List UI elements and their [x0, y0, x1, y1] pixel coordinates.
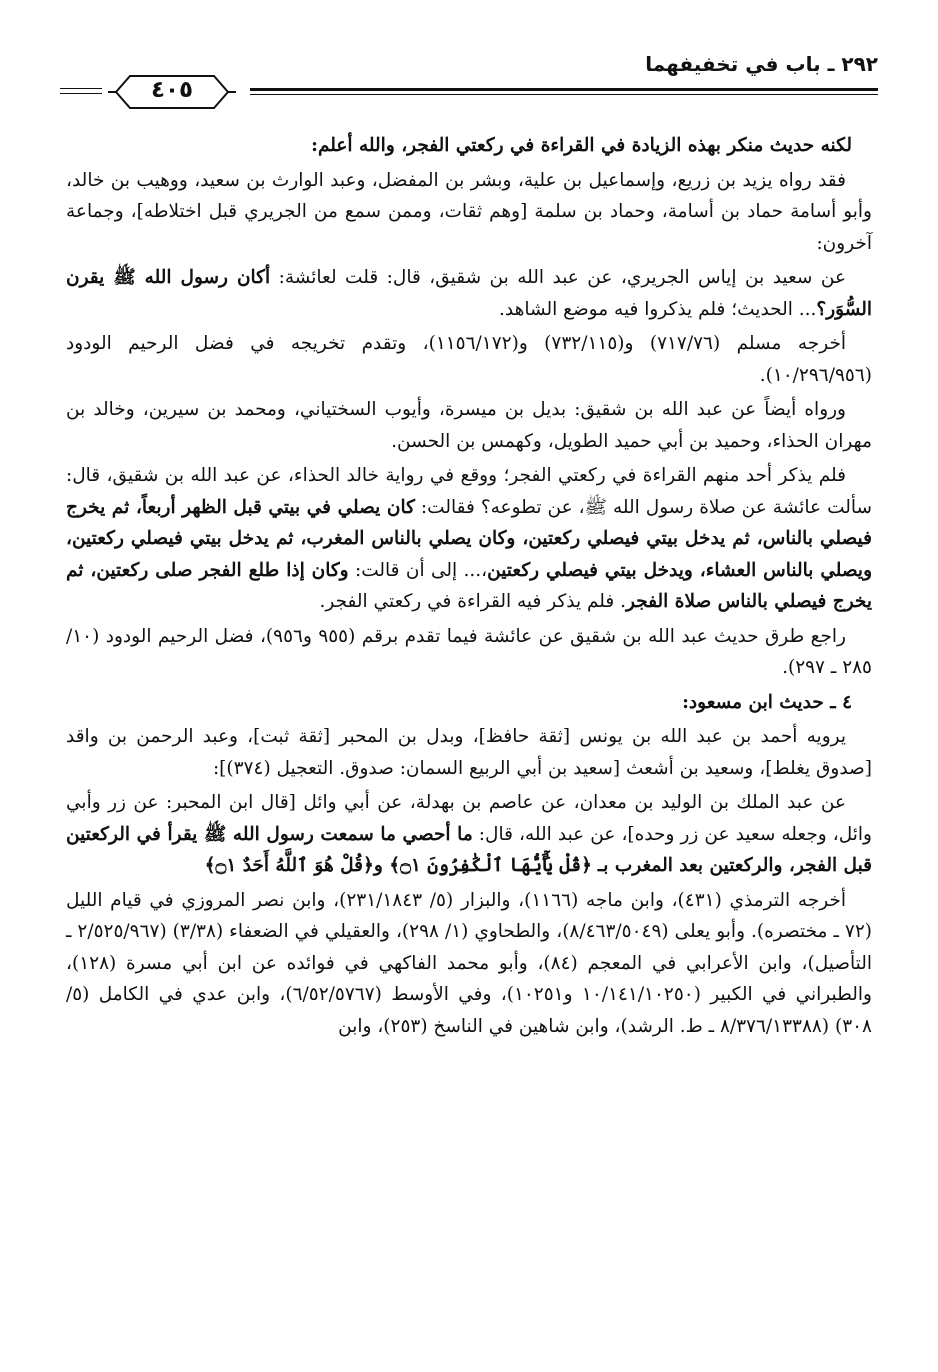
left-rule [60, 88, 102, 89]
text-run: . فلم يذكر فيه القراءة في ركعتي الفجر. [319, 591, 627, 612]
header-rule [250, 88, 878, 91]
hadith-text: أكان رسول الله ﷺ يقرن السُّوَر؟ [66, 267, 872, 320]
page-number: ٤٠٥ [150, 77, 194, 103]
hadith-text: وكان إذا طلع الفجر صلى ركعتين، ثم يخرج فيصلي بالناس صلاة الفجر [66, 559, 872, 612]
paragraph: ورواه أيضاً عن عبد الله بن شقيق: بديل بن ميسرة، وأيوب السختياني، ومحمد بن سيرين، وخالد بن مهران الحذاء، وحميد بن أبي حميد الطويل، وكهمس بن الحسن. [66, 399, 872, 452]
paragraph: راجع طرق حديث عبد الله بن شقيق عن عائشة فيما تقدم برقم (٩٥٥ و٩٥٦)، فضل الرحيم الودود (١٠/ ٢٨٥ ـ ٢٩٧). [66, 625, 872, 678]
quran-verse: ﴿قُلْ يَٰٓأَيُّهَا ٱلْكَٰفِرُونَ ۝١﴾ [389, 855, 592, 876]
paragraph: لكنه حديث منكر بهذه الزيادة في القراءة في ركعتي الفجر، والله أعلم: [311, 135, 852, 156]
section-heading: ٤ ـ حديث ابن مسعود: [682, 691, 852, 713]
header-rule-thin [250, 94, 878, 95]
text-run: عن عبد الملك بن الوليد بن معدان، عن عاصم بن بهدلة، عن أبي وائل [قال ابن المحبر: عن زر وأبي وائل، وجعله سعيد عن زر وحده]، عن عبد الله، قال: [66, 792, 872, 845]
left-rule-thin [60, 93, 102, 94]
chapter-title: ٢٩٢ ـ باب في تخفيفهما [645, 52, 878, 76]
paragraph [66, 460, 872, 618]
quran-verse: ﴿قُلْ هُوَ ٱللَّهُ أَحَدٌ ۝١﴾ [204, 855, 374, 876]
paragraph: أخرجه مسلم (٧١٧/٧٦) و(٧٣٢/١١٥) و(١١٥٦/١٧٢)، وتقدم تخريجه في فضل الرحيم الودود (١٠/٢٩٦/٩٥٦). [66, 333, 872, 386]
page-header [60, 52, 878, 122]
main-text [66, 130, 872, 1045]
text-run: ،... إلى أن قالت: [348, 559, 488, 581]
text-run: عن سعيد بن إياس الجريري، عن عبد الله بن شقيق، قال: قلت لعائشة: [270, 267, 846, 288]
page-number-frame [106, 70, 238, 114]
paragraph: أخرجه الترمذي (٤٣١)، وابن ماجه (١١٦٦)، والبزار (٥/ ٢٣١/١٨٤٣)، وابن نصر المروزي في قيام الليل (٧٢ ـ مختصره). وأبو يعلى (٨/٤٦٣/٥٠٤٩)، والطحاوي (١/ ٢٩٨)، والعقيلي في الضعفاء (٣/٣٨) (٢/٥٢٥/٩٦٧ ـ التأصيل)، وابن الأعرابي في المعجم (٨٤)، وأبو محمد الفاكهي في فوائده عن ابن أبي مسرة (١٢٨)، والطبراني في الكبير (١٠/١٤١/١٠٢٥٠ و١٠٢٥١)، وفي الأوسط (٦/٥٢/٥٧٦٧)، وابن عدي في الكامل (٥/ ٣٠٨) (٨/٣٧٦/١٣٣٨٨ ـ ط. الرشد)، وابن شاهين في الناسخ (٢٥٣)، وابن [66, 889, 872, 1037]
paragraph [66, 787, 872, 882]
text-run: فلم يذكر أحد منهم القراءة في ركعتي الفجر؛ ووقع في رواية خالد الحذاء، عن عبد الله بن شقيق، قال: سألت عائشة عن صلاة رسول الله ﷺ، عن تطوعه؟ فقالت: [66, 465, 873, 518]
paragraph [66, 262, 872, 325]
paragraph: يرويه أحمد بن عبد الله بن يونس [ثقة حافظ]، وبدل بن المحبر [ثقة ثبت]، وعبد الرحمن بن واقد [صدوق يغلط]، وسعيد بن أشعث [سعيد بن أبي الربيع السمان: صدوق. التعجيل (٣٧٤)]: [66, 726, 872, 779]
text-run: ... الحديث؛ فلم يذكروا فيه موضع الشاهد. [498, 298, 817, 320]
hadith-text: ما أحصي ما سمعت رسول الله ﷺ يقرأ في الركعتين قبل الفجر، والركعتين بعد المغرب بـ [66, 823, 872, 876]
paragraph: فقد رواه يزيد بن زريع، وإسماعيل بن علية، وبشر بن المفضل، وعبد الوارث بن سعيد، ووهيب بن خالد، وأبو أسامة حماد بن أسامة، وحماد بن سلمة [وهم ثقات، وممن سمع من الجريري قبل اختلاطه]، وجماعة آخرون: [66, 169, 872, 254]
hadith-text: كان يصلي في بيتي قبل الظهر أربعاً، ثم يخرج فيصلي بالناس، ثم يدخل بيتي فيصلي ركعتين، وكان يصلي بالناس المغرب، ثم يدخل بيتي فيصلي ركعتين، ويصلي بالناس العشاء، ويدخل بيتي فيصلي ركعتين [66, 496, 872, 581]
text-run: و [373, 855, 390, 876]
